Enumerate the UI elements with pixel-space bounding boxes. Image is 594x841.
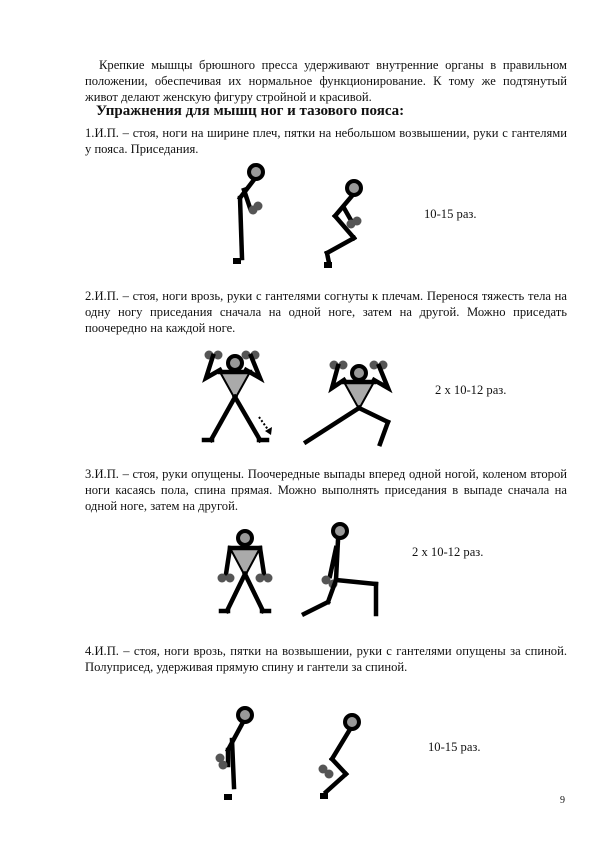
exercise-4-text: 4.И.П. – стоя, ноги врозь, пятки на возвышении, руки с гантелями опущены за спиной. Полуприсед, удерживая прямую спину и гантели за спиной.	[85, 644, 567, 674]
exercise-2-side-squat-figure	[302, 358, 402, 453]
exercise-3-text: 3.И.П. – стоя, руки опущены. Поочередные выпады вперед одной ногой, коленом второй ноги касаясь пола, спина прямая. Можно выполнять приседания в выпаде сначала на одной ноге, затем на другой.	[85, 467, 567, 513]
exercise-2-text: 2.И.П. – стоя, ноги врозь, руки с гантелями согнуты к плечам. Перенося тяжесть тела на одну ногу приседания сначала на одной ноге, затем на другой. Можно приседать поочередно на каждой ноге.	[85, 289, 567, 335]
exercise-3-reps: 2 х 10-12 раз.	[412, 545, 484, 559]
exercise-1-reps: 10-15 раз.	[424, 207, 477, 221]
exercise-1-text: 1.И.П. – стоя, ноги на ширине плеч, пятки на небольшом возвышении, руки с гантелями у пояса. Приседания.	[85, 126, 567, 156]
exercise-3-standing-figure	[212, 526, 282, 618]
section-heading: Упражнения для мышц ног и тазового пояса:	[96, 103, 405, 119]
exercise-4-standing-figure	[210, 705, 260, 805]
movement-arrow-icon	[257, 415, 277, 440]
exercise-3-lunge-figure	[298, 520, 388, 620]
exercise-1-squat-figure	[318, 178, 368, 268]
exercise-2-reps: 2 х 10-12 раз.	[435, 383, 507, 397]
page-number: 9	[560, 795, 565, 806]
exercise-4-reps: 10-15 раз.	[428, 740, 481, 754]
exercise-1-standing-figure	[222, 160, 272, 270]
intro-paragraph: Крепкие мышцы брюшного пресса удерживают внутренние органы в правильном положении, обеспечивая их нормальное функционирование. К тому же подтянутый живот делают женскую фигуру стройной и красивой.	[85, 58, 567, 104]
exercise-4-squat-figure	[314, 712, 364, 804]
